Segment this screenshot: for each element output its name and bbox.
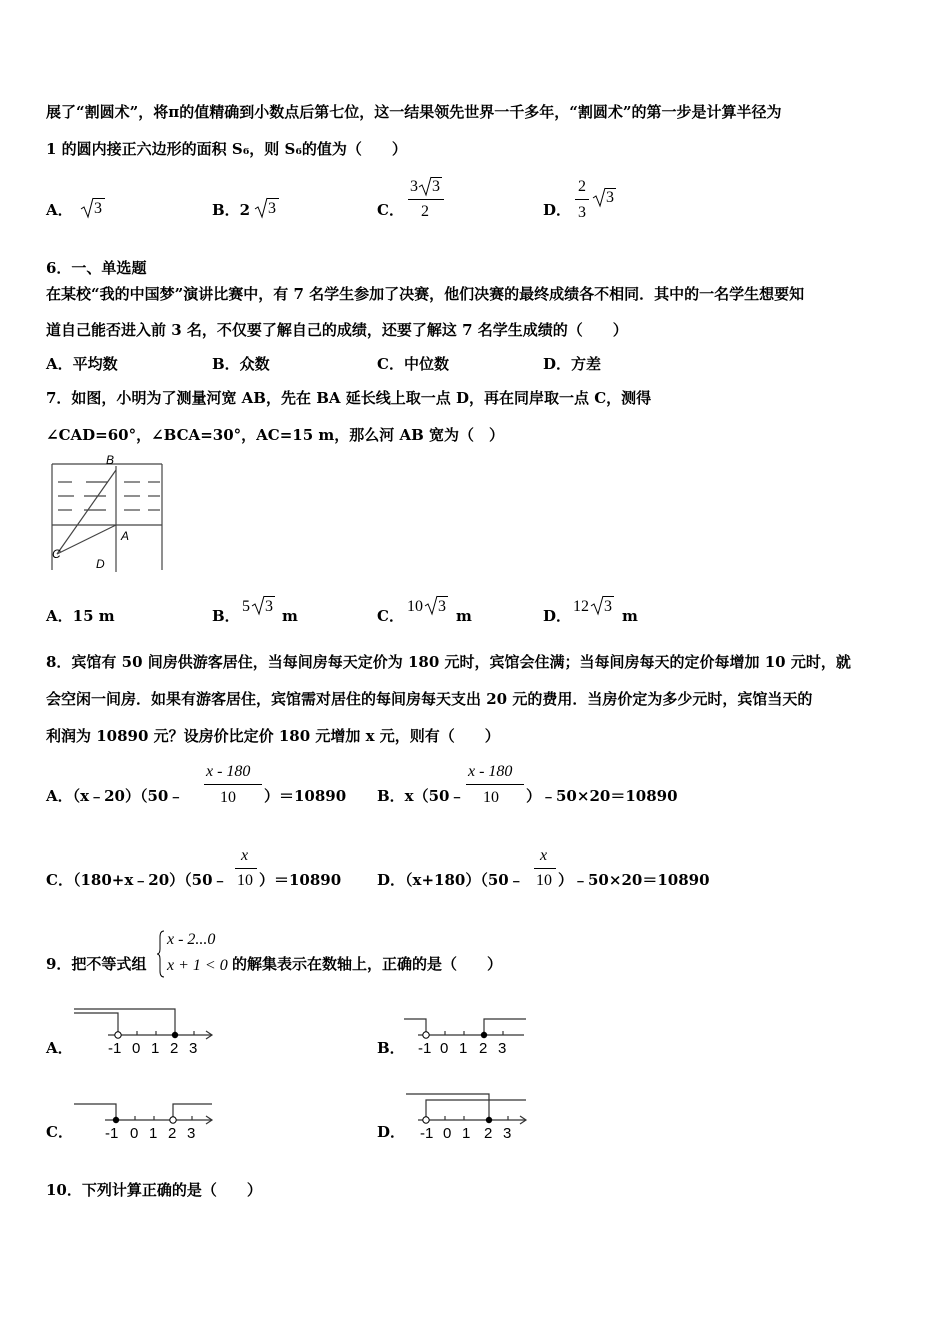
sqrt-sign [254,196,268,220]
q8-option-b-prefix: B．x（50﹣ [377,787,465,805]
q9-text-prefix: 9．把不等式组 [46,955,147,973]
q6-option-a: A．平均数 [46,355,118,373]
q9-option-a-label: A． [46,1039,73,1057]
q8-option-c-suffix: ）＝10890 [259,871,342,889]
q5-option-d-radicand: 3 [606,189,614,206]
sqrt-sign [590,594,604,616]
q7-option-c-label: C． [377,607,404,625]
q7-option-d-unit: m [622,607,638,625]
q8-option-a-suffix: ）＝10890 [264,787,347,805]
q5-option-c-denominator: 2 [421,203,429,220]
q8-option-d-suffix: ）﹣50×20＝10890 [558,871,710,889]
fig-label-c: C [52,547,61,561]
q5-option-b-label: B．2 [212,201,251,219]
number-line-d [400,1090,530,1145]
fraction-bar [534,868,556,869]
q5-text-line1: 展了“割圆术”，将π的值精确到小数点后第七位，这一结果领先世界一千多年，“割圆术”的第一步是计算半径为 [46,103,782,121]
q6-option-c: C．中位数 [377,355,449,373]
q6-text-line1: 在某校“我的中国梦”演讲比赛中，有 7 名学生参加了决赛，他们决赛的最终成绩各不相同．其中的一名学生想要知 [46,285,805,303]
q7-option-b-unit: m [282,607,298,625]
q7-option-b-radicand: 3 [265,598,273,615]
sqrt-sign [80,196,94,220]
fraction-bar [235,868,257,869]
q9-option-d-label: D． [377,1123,406,1141]
tick-label: 0 [132,1040,141,1057]
tick-label: 2 [168,1125,177,1142]
q8-option-d-denominator: 10 [536,872,552,889]
q5-option-b-radicand: 3 [268,200,276,217]
tick-label: 1 [462,1125,471,1142]
sqrt-sign [418,175,432,197]
tick-label: 2 [484,1125,493,1142]
tick-label: -1 [418,1040,432,1057]
number-line-a [70,1005,220,1060]
q7-option-d-coef: 12 [573,598,589,615]
tick-label: 0 [130,1125,139,1142]
q8-option-c-numerator: x [241,847,249,864]
river-diagram [44,452,166,574]
number-line-b [400,1005,530,1060]
q7-text-line2: ∠CAD=60°，∠BCA=30°，AC=15 m，那么河 AB 宽为（ ） [46,426,505,444]
q5-option-c-coef: 3 [410,178,418,195]
q9-inequality-2: x + 1 < 0 [167,957,228,974]
tick-label: -1 [105,1125,119,1142]
q10-text: 10．下列计算正确的是（ ） [46,1181,262,1199]
tick-label: 1 [151,1040,160,1057]
q7-option-d-radicand: 3 [604,598,612,615]
q7-option-c-unit: m [456,607,472,625]
q5-option-a-label: A． [46,201,73,219]
q8-option-d-numerator: x [540,847,548,864]
q8-option-b-denominator: 10 [483,789,499,806]
fig-label-a: A [121,529,130,543]
tick-label: 2 [170,1040,179,1057]
sqrt-sign [424,594,438,616]
q5-option-c-radicand: 3 [432,178,440,195]
q6-option-b: B．众数 [212,355,270,373]
q9-option-b-label: B． [377,1039,405,1057]
tick-label: 2 [479,1040,488,1057]
sqrt-sign [251,594,265,616]
brace [156,929,166,979]
q9-inequality-1: x - 2...0 [167,931,216,948]
q8-option-a-prefix: A．（x﹣20）（50﹣ [46,787,184,805]
tick-label: 3 [189,1040,198,1057]
q5-option-a-radicand: 3 [94,200,102,217]
fig-label-b: B [106,453,115,467]
q6-text-line2: 道自己能否进入前 3 名，不仅要了解自己的成绩，还要了解这 7 名学生成绩的（ ） [46,321,628,339]
q7-option-c-radicand: 3 [438,598,446,615]
q8-text-line1: 8．宾馆有 50 间房供游客居住，当每间房每天定价为 180 元时，宾馆会住满；当每间房每天的定价每增加 10 元时，就 [46,653,851,671]
q8-text-line2: 会空闲一间房．如果有游客居住，宾馆需对居住的每间房每天支出 20 元的费用．当房价定为多少元时，宾馆当天的 [46,690,813,708]
fraction-bar [204,784,262,785]
fig-label-d: D [96,557,105,571]
q8-option-c-prefix: C．（180+x﹣20）（50﹣ [46,871,228,889]
fraction-bar [466,784,524,785]
tick-label: 3 [187,1125,196,1142]
q7-option-a: A．15 m [46,607,115,625]
q5-option-d-denominator: 3 [578,204,586,221]
q5-text-line2: 1 的圆内接正六边形的面积 S₆，则 S₆的值为（ ） [46,140,407,158]
q8-text-line3: 利润为 10890 元？设房价比定价 180 元增加 x 元，则有（ ） [46,727,500,745]
sqrt-sign [592,186,606,208]
tick-label: 3 [498,1040,507,1057]
tick-label: 3 [503,1125,512,1142]
q5-option-c-label: C． [377,201,404,219]
tick-label: -1 [420,1125,434,1142]
q5-option-d-label: D． [543,201,572,219]
fraction-bar [408,199,444,200]
q7-option-b-label: B． [212,607,240,625]
q7-option-b-coef: 5 [242,598,250,615]
q8-option-a-numerator: x - 180 [206,763,251,780]
tick-label: 1 [149,1125,158,1142]
q6-option-d: D．方差 [543,355,602,373]
q6-header: 6．一、单选题 [46,259,147,277]
q8-option-c-denominator: 10 [237,872,253,889]
q8-option-b-numerator: x - 180 [468,763,513,780]
tick-label: 0 [440,1040,449,1057]
q9-text-suffix: 的解集表示在数轴上，正确的是（ ） [232,955,503,973]
q7-option-c-coef: 10 [407,598,423,615]
q9-option-c-label: C． [46,1123,73,1141]
q8-option-b-suffix: ）﹣50×20＝10890 [526,787,678,805]
q5-option-d-numerator: 2 [578,178,586,195]
fraction-bar [575,199,589,200]
q8-option-a-denominator: 10 [220,789,236,806]
q7-text-line1: 7．如图，小明为了测量河宽 AB，先在 BA 延长线上取一点 D，再在同岸取一点 C，测得 [46,389,652,407]
tick-label: 1 [459,1040,468,1057]
q8-option-d-prefix: D．（x+180）（50﹣ [377,871,524,889]
tick-label: -1 [108,1040,122,1057]
tick-label: 0 [443,1125,452,1142]
q7-option-d-label: D． [543,607,572,625]
number-line-c [70,1090,220,1145]
